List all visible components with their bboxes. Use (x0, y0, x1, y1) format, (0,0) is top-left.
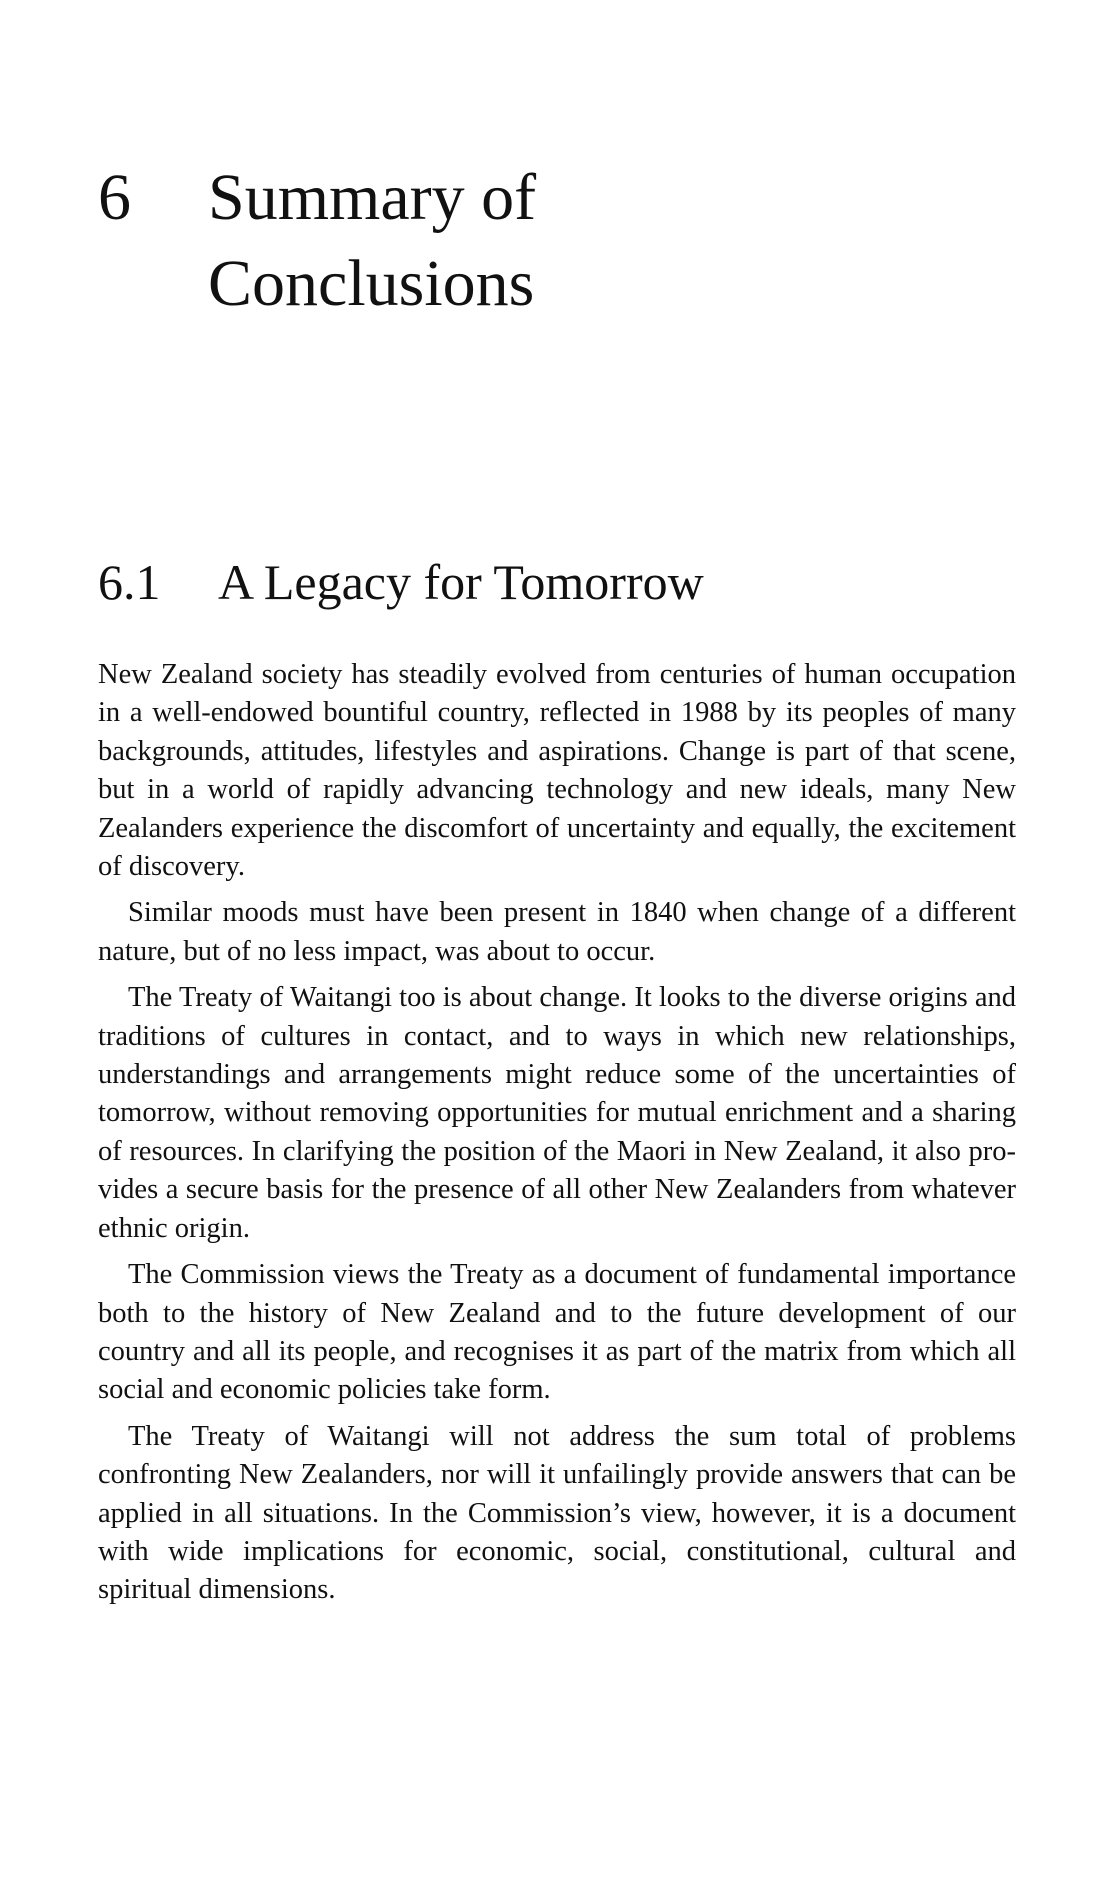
paragraph: The Commission views the Treaty as a document of fundamental importance both to the history of New Zealand and to the future development of our country and all its people, and recognises it as part of the matrix from which all social and economic policies take form. (98, 1259, 1016, 1406)
section-heading (98, 552, 998, 612)
chapter-number: 6 (98, 161, 131, 234)
chapter-title: Summary of Conclusions (208, 161, 537, 320)
paragraph: New Zealand society has steadily evolved from centuries of human occupation in a well-endowed bountiful country, reflected in 1988 by its peoples of many backgrounds, attitudes, lifestyles and aspirations. Change is part of that scene, but in a world of rapidly advancing technology and new ideals, many New Zealanders experience the discomfort of uncertainty and equally, the excitement of discovery. (98, 659, 1016, 883)
section-title: A Legacy for Tomorrow (218, 554, 704, 610)
paragraph: The Treaty of Waitangi too is about change. It looks to the diverse origins and traditions of cultures in contact, and to ways in which new relationships, understandings and arrangements might reduce some of the uncertainties of tomorrow, without removing opportunities for mutual enrichment and a sharing of resources. In clarifying the position of the Maori in New Zealand, it also provides a secure basis for the presence of all other New Zealanders from whatever ethnic origin. (98, 982, 1016, 1244)
paragraph: Similar moods must have been present in 1840 when change of a different nature, but of no less impact, was about to occur. (98, 897, 1016, 967)
section-number: 6.1 (98, 554, 161, 610)
body-text (98, 656, 1016, 1618)
paragraph: The Treaty of Waitangi will not address the sum total of problems confronting New Zealanders, nor will it unfailingly provide answers that can be applied in all situations. In the Commission’s view, however, it is a document with wide implications for economic, social, constitutional, cultural and spiritual dimensions. (98, 1420, 1016, 1606)
